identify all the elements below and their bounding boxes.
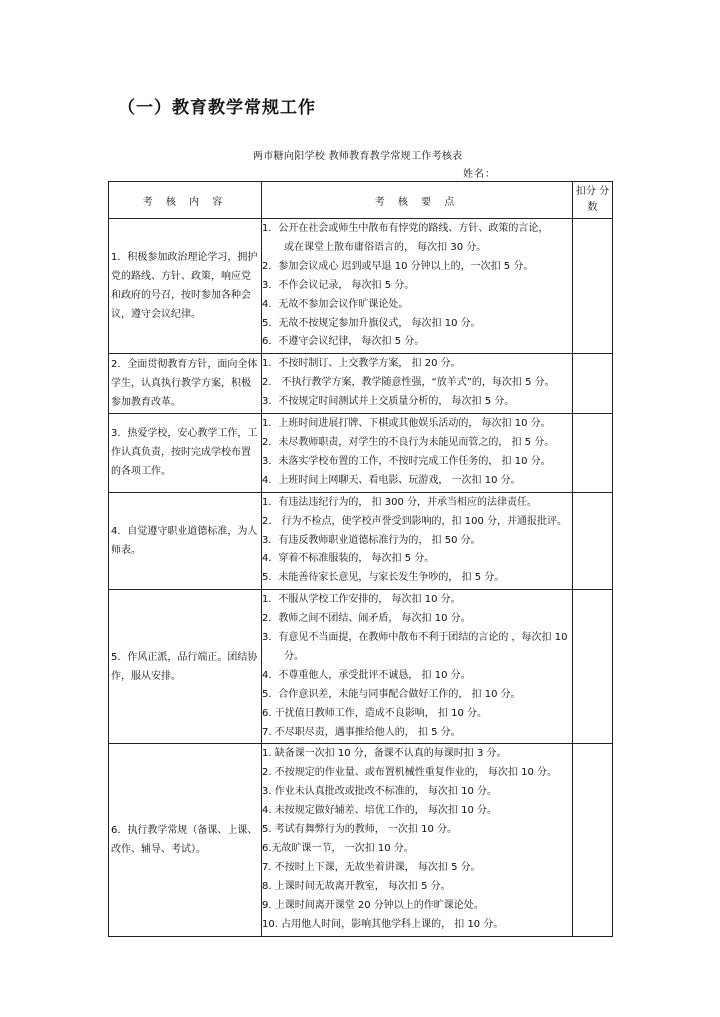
point-item: 9. 上课时间离开课堂 20 分钟以上的作旷课论处。 — [262, 899, 484, 911]
category-cell: 1．积极参加政治理论学习，拥护党的路线、方针、政策，响应党和政府的号召，按时参加各种会议，遵守会议纪律。 — [109, 219, 262, 354]
point-item: 分。 — [284, 650, 304, 662]
table-header-row — [109, 182, 613, 219]
table-row — [109, 354, 613, 414]
category-cell: 6．执行教学常规（备课、上课、改作、辅导、考试）。 — [109, 744, 262, 936]
point-item: 4．无故不参加会议作旷课论处。 — [262, 298, 409, 310]
point-item: 5．合作意识差，未能与同事配合做好工作的， 扣 10 分。 — [262, 688, 521, 700]
score-cell — [573, 354, 613, 414]
point-item: 7. 不尽职尽责，遇事推给他人的， 扣 5 分。 — [262, 726, 461, 738]
point-item: 1．不服从学校工作安排的， 每次扣 10 分。 — [262, 594, 461, 606]
point-item: 5．无故不按规定参加升旗仪式， 每次扣 10 分。 — [262, 317, 481, 329]
point-item: 4. 未按规定做好辅差、培优工作的， 每次扣 10 分。 — [262, 805, 497, 817]
point-item: 或在课堂上散布庸俗语言的， 每次扣 30 分。 — [284, 241, 487, 253]
point-item: 10. 占用他人时间，影响其他学科上课的， 扣 10 分。 — [262, 918, 504, 930]
score-cell — [573, 590, 613, 744]
point-item: 2． 行为不检点，使学校声誉受到影响的，扣 100 分，并通报批评。 — [262, 515, 567, 527]
point-item: 6．不遵守会议纪律， 每次扣 5 分。 — [262, 336, 425, 348]
category-cell: 5．作风正派，品行端正。团结协作，服从安排。 — [109, 590, 262, 744]
header-points: 考 核 要 点 — [262, 182, 573, 219]
points-cell — [262, 414, 573, 493]
point-item: 2． 不执行教学方案，教学随意性强，“放羊式”的，每次扣 5 分。 — [262, 377, 555, 389]
point-item: 3．有违反教师职业道德标准行为的， 扣 50 分。 — [262, 534, 481, 546]
point-item: 4．穿着不标准服装的， 每次扣 5 分。 — [262, 553, 435, 565]
points-cell — [262, 590, 573, 744]
point-item: 6.无故旷课一节， 一次扣 10 分。 — [262, 843, 414, 854]
point-item: 6. 干扰值日教师工作，造成不良影响， 扣 10 分。 — [262, 707, 487, 719]
header-content: 考 核 内 容 — [109, 182, 262, 219]
point-item: 2．未尽教师职责，对学生的不良行为未能见而管之的， 扣 5 分。 — [262, 436, 555, 448]
table-row — [109, 219, 613, 354]
point-item: 3．有意见不当面提，在教师中散布不利于团结的言论的 ，每次扣 10 — [262, 632, 568, 644]
section-heading: （一）教育教学常规工作 — [118, 98, 316, 118]
point-item: 2. 不按规定的作业量、或布置机械性重复作业的， 每次扣 10 分。 — [262, 767, 557, 779]
point-item: 1．上班时间进展打牌、下棋或其他娱乐活动的， 每次扣 10 分。 — [262, 418, 551, 430]
point-item: 2．参加会议成心 迟到或早退 10 分钟以上的，一次扣 5 分。 — [262, 260, 534, 272]
category-cell: 4．自觉遵守职业道德标准，为人师表。 — [109, 492, 262, 590]
point-item: 3．未落实学校布置的工作，不按时完成工作任务的， 扣 10 分。 — [262, 455, 551, 467]
point-item: 5．未能善待家长意见，与家长发生争吵的， 扣 5 分。 — [262, 572, 505, 584]
category-cell: 2．全面贯彻教育方针，面向全体学生，认真执行教学方案，积极参加教育改革。 — [109, 354, 262, 414]
table-row — [109, 414, 613, 493]
points-cell — [262, 744, 573, 936]
table-row — [109, 744, 613, 936]
point-item: 7. 不按时上下课，无故坐着讲课， 每次扣 5 分。 — [262, 861, 481, 873]
point-item: 1. 缺备课一次扣 10 分，备课不认真的每课时扣 3 分。 — [262, 748, 507, 760]
assessment-table — [108, 181, 613, 937]
point-item: 4．不尊重他人，承受批评不诚恳， 扣 10 分。 — [262, 669, 471, 681]
points-cell — [262, 219, 573, 354]
point-item: 1．不按时制订、上交教学方案， 扣 20 分。 — [262, 358, 461, 370]
category-cell: 3．热爱学校，安心教学工作，工作认真负责，按时完成学校布置的各项工作。 — [109, 414, 262, 493]
score-cell — [573, 219, 613, 354]
score-cell — [573, 492, 613, 590]
table-row — [109, 492, 613, 590]
header-score: 扣分 分数 — [573, 182, 613, 219]
point-item: 3．不作会议记录， 每次扣 5 分。 — [262, 279, 415, 291]
point-item: 1．有违法违纪行为的， 扣 300 分，并承当相应的法律责任。 — [262, 496, 537, 508]
point-item: 3. 作业未认真批改或批改不标准的， 每次扣 10 分。 — [262, 786, 497, 798]
name-label: 姓名： — [463, 169, 496, 180]
point-item: 3．不按规定时间测试并上交质量分析的， 每次扣 5 分。 — [262, 396, 515, 408]
points-cell — [262, 354, 573, 414]
point-item: 2．教师之间不团结、闹矛盾， 每次扣 10 分。 — [262, 613, 471, 625]
points-cell — [262, 492, 573, 590]
score-cell — [573, 744, 613, 936]
table-row — [109, 590, 613, 744]
score-cell — [573, 414, 613, 493]
point-item: 1．公开在社会或师生中散布有悖党的路线、方针、政策的言论， — [262, 223, 549, 234]
table-title: 两市糖向阳学校 教师教育教学常规工作考核表 — [253, 151, 463, 162]
point-item: 8. 上课时间无故离开教室， 每次扣 5 分。 — [262, 880, 451, 892]
point-item: 4．上班时间上网聊天、看电影、玩游戏， 一次扣 10 分。 — [262, 474, 521, 486]
point-item: 5. 考试有舞弊行为的教师， 一次扣 10 分。 — [262, 824, 457, 836]
